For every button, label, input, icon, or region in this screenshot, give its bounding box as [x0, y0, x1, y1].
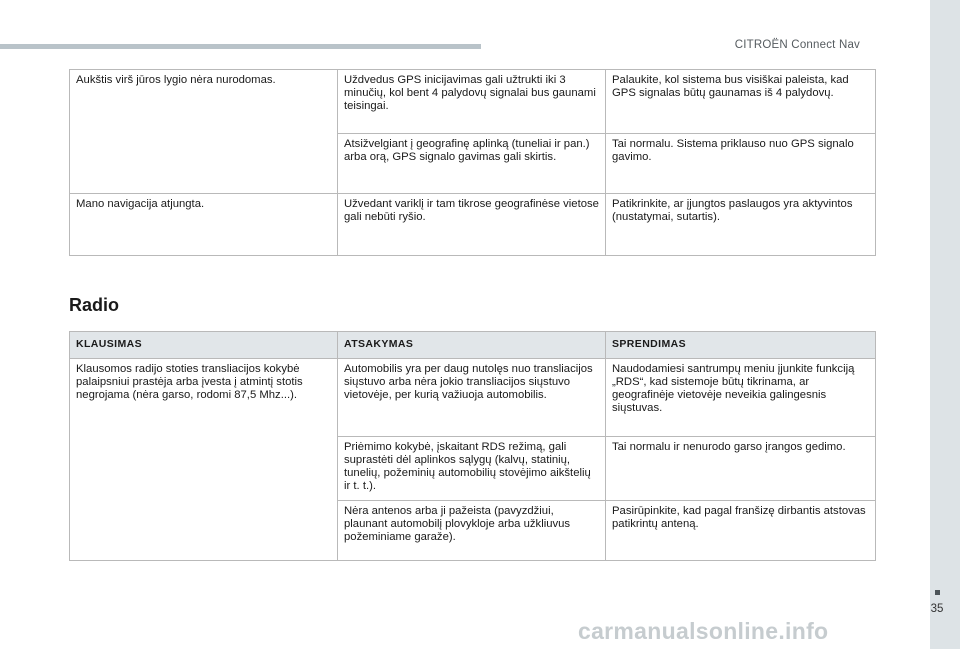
answer-cell: Automobilis yra per daug nutolęs nuo transliacijos siųstuvo arba nėra jokio transliacijos siųstuvo vietovėje, per kurią važiuoja automobilis.	[338, 359, 606, 437]
column-header-question: KLAUSIMAS	[70, 332, 338, 359]
answer-cell: Priėmimo kokybė, įskaitant RDS režimą, gali suprastėti dėl aplinkos sąlygų (kalvų, statinių, tunelių, požeminių automobilių stovėjimo aikštelių ir t. t.).	[338, 437, 606, 501]
question-cell: Klausomos radijo stoties transliacijos kokybė palaipsniui prastėja arba įvesta į atmintį stotis negrojama (nėra garso, rodomi 87,5 Mhz...).	[70, 359, 338, 561]
brand-label: CITROËN Connect Nav	[734, 39, 860, 51]
table-row	[70, 359, 876, 437]
watermark-text: carmanualsonline.info	[578, 618, 829, 644]
solution-cell: Naudodamiesi santrumpų meniu įjunkite funkciją „RDS“, kad sistemoje būtų tikrinama, ar geografinėje vietovėje neveikia galingesnis siųstuvas.	[606, 359, 876, 437]
section-title: Radio	[69, 295, 120, 315]
question-cell: Aukštis virš jūros lygio nėra nurodomas.	[70, 70, 338, 194]
solution-cell: Pasirūpinkite, kad pagal franšizę dirbantis atstovas patikrintų anteną.	[606, 501, 876, 561]
page-edge-strip	[930, 0, 960, 649]
column-header-answer: ATSAKYMAS	[338, 332, 606, 359]
solution-cell: Patikrinkite, ar įjungtos paslaugos yra aktyvintos (nustatymai, sutartis).	[606, 194, 876, 256]
gps-troubleshooting-table	[69, 69, 876, 256]
answer-cell: Atsižvelgiant į geografinę aplinką (tuneliai ir pan.) arba orą, GPS signalo gavimas gali skirtis.	[338, 134, 606, 194]
column-header-solution: SPRENDIMAS	[606, 332, 876, 359]
table-row	[70, 194, 876, 256]
solution-cell: Tai normalu ir nenurodo garso įrangos gedimo.	[606, 437, 876, 501]
question-cell: Mano navigacija atjungta.	[70, 194, 338, 256]
answer-cell: Nėra antenos arba ji pažeista (pavyzdžiui, plaunant automobilį plovykloje arba užkliuvus požeminiame garaže).	[338, 501, 606, 561]
table-row	[70, 70, 876, 134]
table-header-row	[70, 332, 876, 359]
radio-troubleshooting-table	[69, 331, 876, 561]
solution-cell: Palaukite, kol sistema bus visiškai paleista, kad GPS signalas būtų gaunamas iš 4 palydovų.	[606, 70, 876, 134]
answer-cell: Užvedant variklį ir tam tikrose geografinėse vietose gali nebūti ryšio.	[338, 194, 606, 256]
answer-cell: Uždvedus GPS inicijavimas gali užtrukti iki 3 minučių, kol bent 4 palydovų signalai bus gaunami teisingai.	[338, 70, 606, 134]
page-number: 35	[930, 603, 944, 615]
solution-cell: Tai normalu. Sistema priklauso nuo GPS signalo gavimo.	[606, 134, 876, 194]
header-rule	[0, 44, 481, 49]
page-marker	[935, 590, 940, 595]
